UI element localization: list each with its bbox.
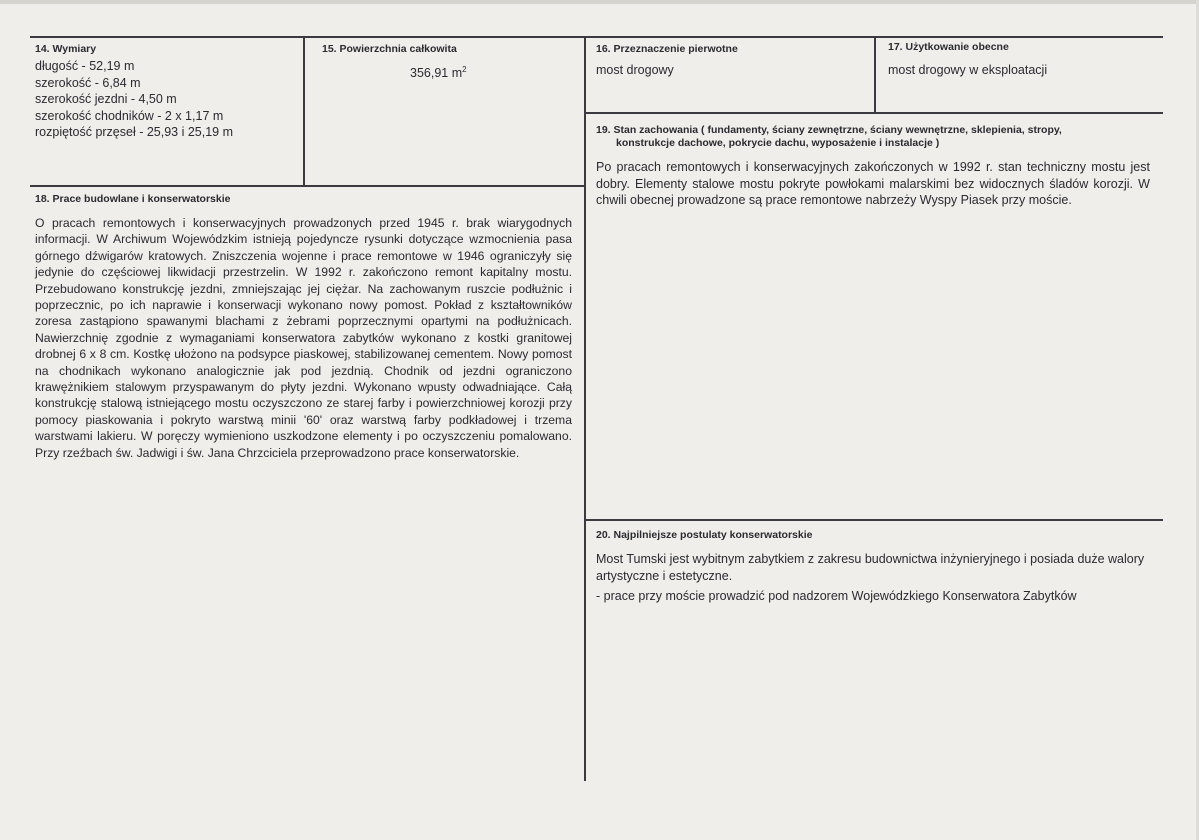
field-19-header-line1: 19. Stan zachowania ( fundamenty, ściany zewnętrzne, ściany wewnętrzne, sklepienia, stropy, bbox=[596, 124, 1062, 136]
field-17-current-use bbox=[888, 41, 1158, 79]
original-purpose-value: most drogowy bbox=[596, 63, 674, 77]
rule-v-center bbox=[584, 36, 586, 781]
postulates-paragraph-2: - prace przy moście prowadzić pod nadzorem Wojewódzkiego Konserwatora Zabytków bbox=[596, 589, 1077, 603]
rule-v-16-17 bbox=[874, 36, 876, 113]
field-15-total-area bbox=[322, 43, 572, 82]
field-17-header: 17. Użytkowanie obecne bbox=[888, 41, 1009, 53]
field-14-dimensions bbox=[35, 43, 297, 141]
scan-top-edge bbox=[0, 0, 1199, 4]
rule-14-15-bottom bbox=[30, 185, 586, 187]
dimension-span: rozpiętość przęseł - 25,93 i 25,19 m bbox=[35, 125, 234, 139]
field-20-header: 20. Najpilniejsze postulaty konserwatorskie bbox=[596, 529, 813, 541]
field-16-original-purpose bbox=[596, 43, 866, 79]
field-20-conservation-postulates bbox=[596, 529, 1150, 605]
field-19-condition bbox=[596, 124, 1150, 209]
dimension-road-width: szerokość jezdni - 4,50 m bbox=[35, 92, 177, 106]
field-18-construction-works bbox=[35, 193, 572, 461]
current-use-value: most drogowy w eksploatacji bbox=[888, 63, 1048, 77]
rule-19-bottom bbox=[585, 519, 1163, 521]
dimension-sidewalk-width: szerokość chodników - 2 x 1,17 m bbox=[35, 108, 224, 123]
works-text: O pracach remontowych i konserwacyjnych prowadzonych przed 1945 r. brak wiarygodnych informacji. W Archiwum Wojewódzkim istnieją pojedyncze rysunki dotyczące wzmocnienia pasa górnego dźwigarów kratowych. Zniszczenia wojenne i prace remontowe w 1946 ograniczyły się jedynie do częściowej likwidacji przestrzelin. W 1992 r. zakończono remont kapitalny mostu. Przebudowano konstrukcję jezdni, zmniejszając jej ciężar. Na zachowanym ruszcie podłużnic i poprzecznic, po ich naprawie i konserwacji wykonano nowy pomost. Pokład z kształtowników zoresa zastąpiono spawanymi blachami z żebrami poprzecznymi opartymi na podłużnicach. Nawierzchnię zgodnie z wymaganiami konserwatora zabytków wykonano z kostki granitowej drobnej 6 x 8 cm. Kostkę ułożono na podsypce piaskowej, stabilizowanej cementem. Nowy pomost na chodnikach wykonano analogicznie jak pod jezdnią. Chodnik od jezdni ograniczono krawężnikiem stalowym przyspawanym do płyty jezdni. Wykonano wpusty odwadniające. Całą konstrukcję stalową istniejącego mostu oczyszczono ze starej farby i powierzchniowej korozji przy pomocy piaskowania i pokryto warstwą minii '60' oraz warstwą farby podkładowej i trzema warstwami lakieru. W poręczy wymieniono uszkodzone elementy i po oczyszczeniu pomalowano. Przy rzeźbach św. Jadwigi i św. Jana Chrzciciela przeprowadzono prace konserwatorskie. bbox=[35, 216, 572, 460]
rule-top bbox=[30, 36, 1163, 38]
field-16-header: 16. Przeznaczenie pierwotne bbox=[596, 43, 738, 55]
field-15-header: 15. Powierzchnia całkowita bbox=[322, 43, 457, 55]
dimension-width: szerokość - 6,84 m bbox=[35, 75, 141, 90]
rule-v-14-15 bbox=[303, 36, 305, 186]
field-19-header-line2: konstrukcje dachowe, pokrycie dachu, wyposażenie i instalacje ) bbox=[616, 137, 940, 149]
dimension-length: długość - 52,19 m bbox=[35, 59, 135, 73]
area-value: 356,91 $m^2$ bbox=[410, 65, 467, 81]
postulates-paragraph-1: Most Tumski jest wybitnym zabytkiem z zakresu budownictwa inżynieryjnego i posiada duże walory artystyczne i estetyczne. bbox=[596, 552, 1145, 583]
condition-text: Po pracach remontowych i konserwacyjnych zakończonych w 1992 r. stan techniczny mostu jest dobry. Elementy stalowe mostu pokryte powłokami malarskimi bez widocznych śladów korozji. W chwili obecnej prowadzone są prace remontowe nabrzeży Wyspy Piasek przy moście. bbox=[596, 160, 1150, 207]
field-14-header: 14. Wymiary bbox=[35, 43, 97, 55]
field-18-header: 18. Prace budowlane i konserwatorskie bbox=[35, 193, 231, 205]
